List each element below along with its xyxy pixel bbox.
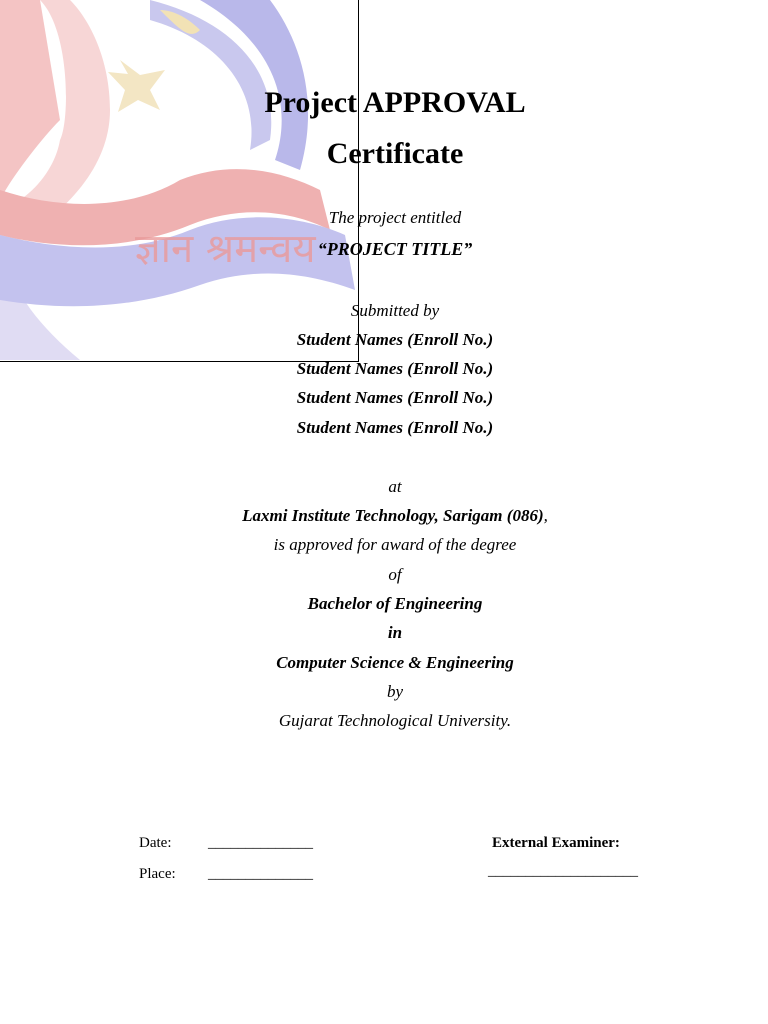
by-label: by <box>386 682 404 701</box>
place-label: Place: <box>139 866 176 882</box>
seal-motto-text: ज्ञान श्रमन्वय <box>135 226 316 272</box>
branch-name: Computer Science & Engineering <box>276 653 514 672</box>
student-name-3: Student Names (Enroll No.) <box>296 388 494 407</box>
certificate-title-line1: Project APPROVAL <box>264 86 526 119</box>
date-blank-line: ______________ <box>208 835 313 851</box>
student-name-2: Student Names (Enroll No.) <box>296 359 494 378</box>
in-label: in <box>387 623 403 642</box>
examiner-signature-line: ____________________ <box>488 863 638 879</box>
approved-text: is approved for award of the degree <box>273 535 517 554</box>
institute-line <box>0 506 768 526</box>
degree-name: Bachelor of Engineering <box>307 594 483 613</box>
institute-comma: , <box>543 506 548 525</box>
institute-name: Laxmi Institute Technology, Sarigam (086) <box>242 506 544 525</box>
of-label: of <box>388 565 402 584</box>
student-name-1: Student Names (Enroll No.) <box>296 330 494 349</box>
external-examiner-label: External Examiner: <box>492 835 620 851</box>
date-label: Date: <box>139 835 172 851</box>
certificate-title-line2: Certificate <box>326 137 464 170</box>
submitted-by-label: Submitted by <box>350 301 440 320</box>
project-title: “PROJECT TITLE” <box>317 239 473 259</box>
student-name-4: Student Names (Enroll No.) <box>296 418 494 437</box>
at-label: at <box>388 477 402 496</box>
project-entitled-label: The project entitled <box>328 208 462 227</box>
university-name: Gujarat Technological University. <box>278 711 512 730</box>
place-blank-line: ______________ <box>208 866 313 882</box>
